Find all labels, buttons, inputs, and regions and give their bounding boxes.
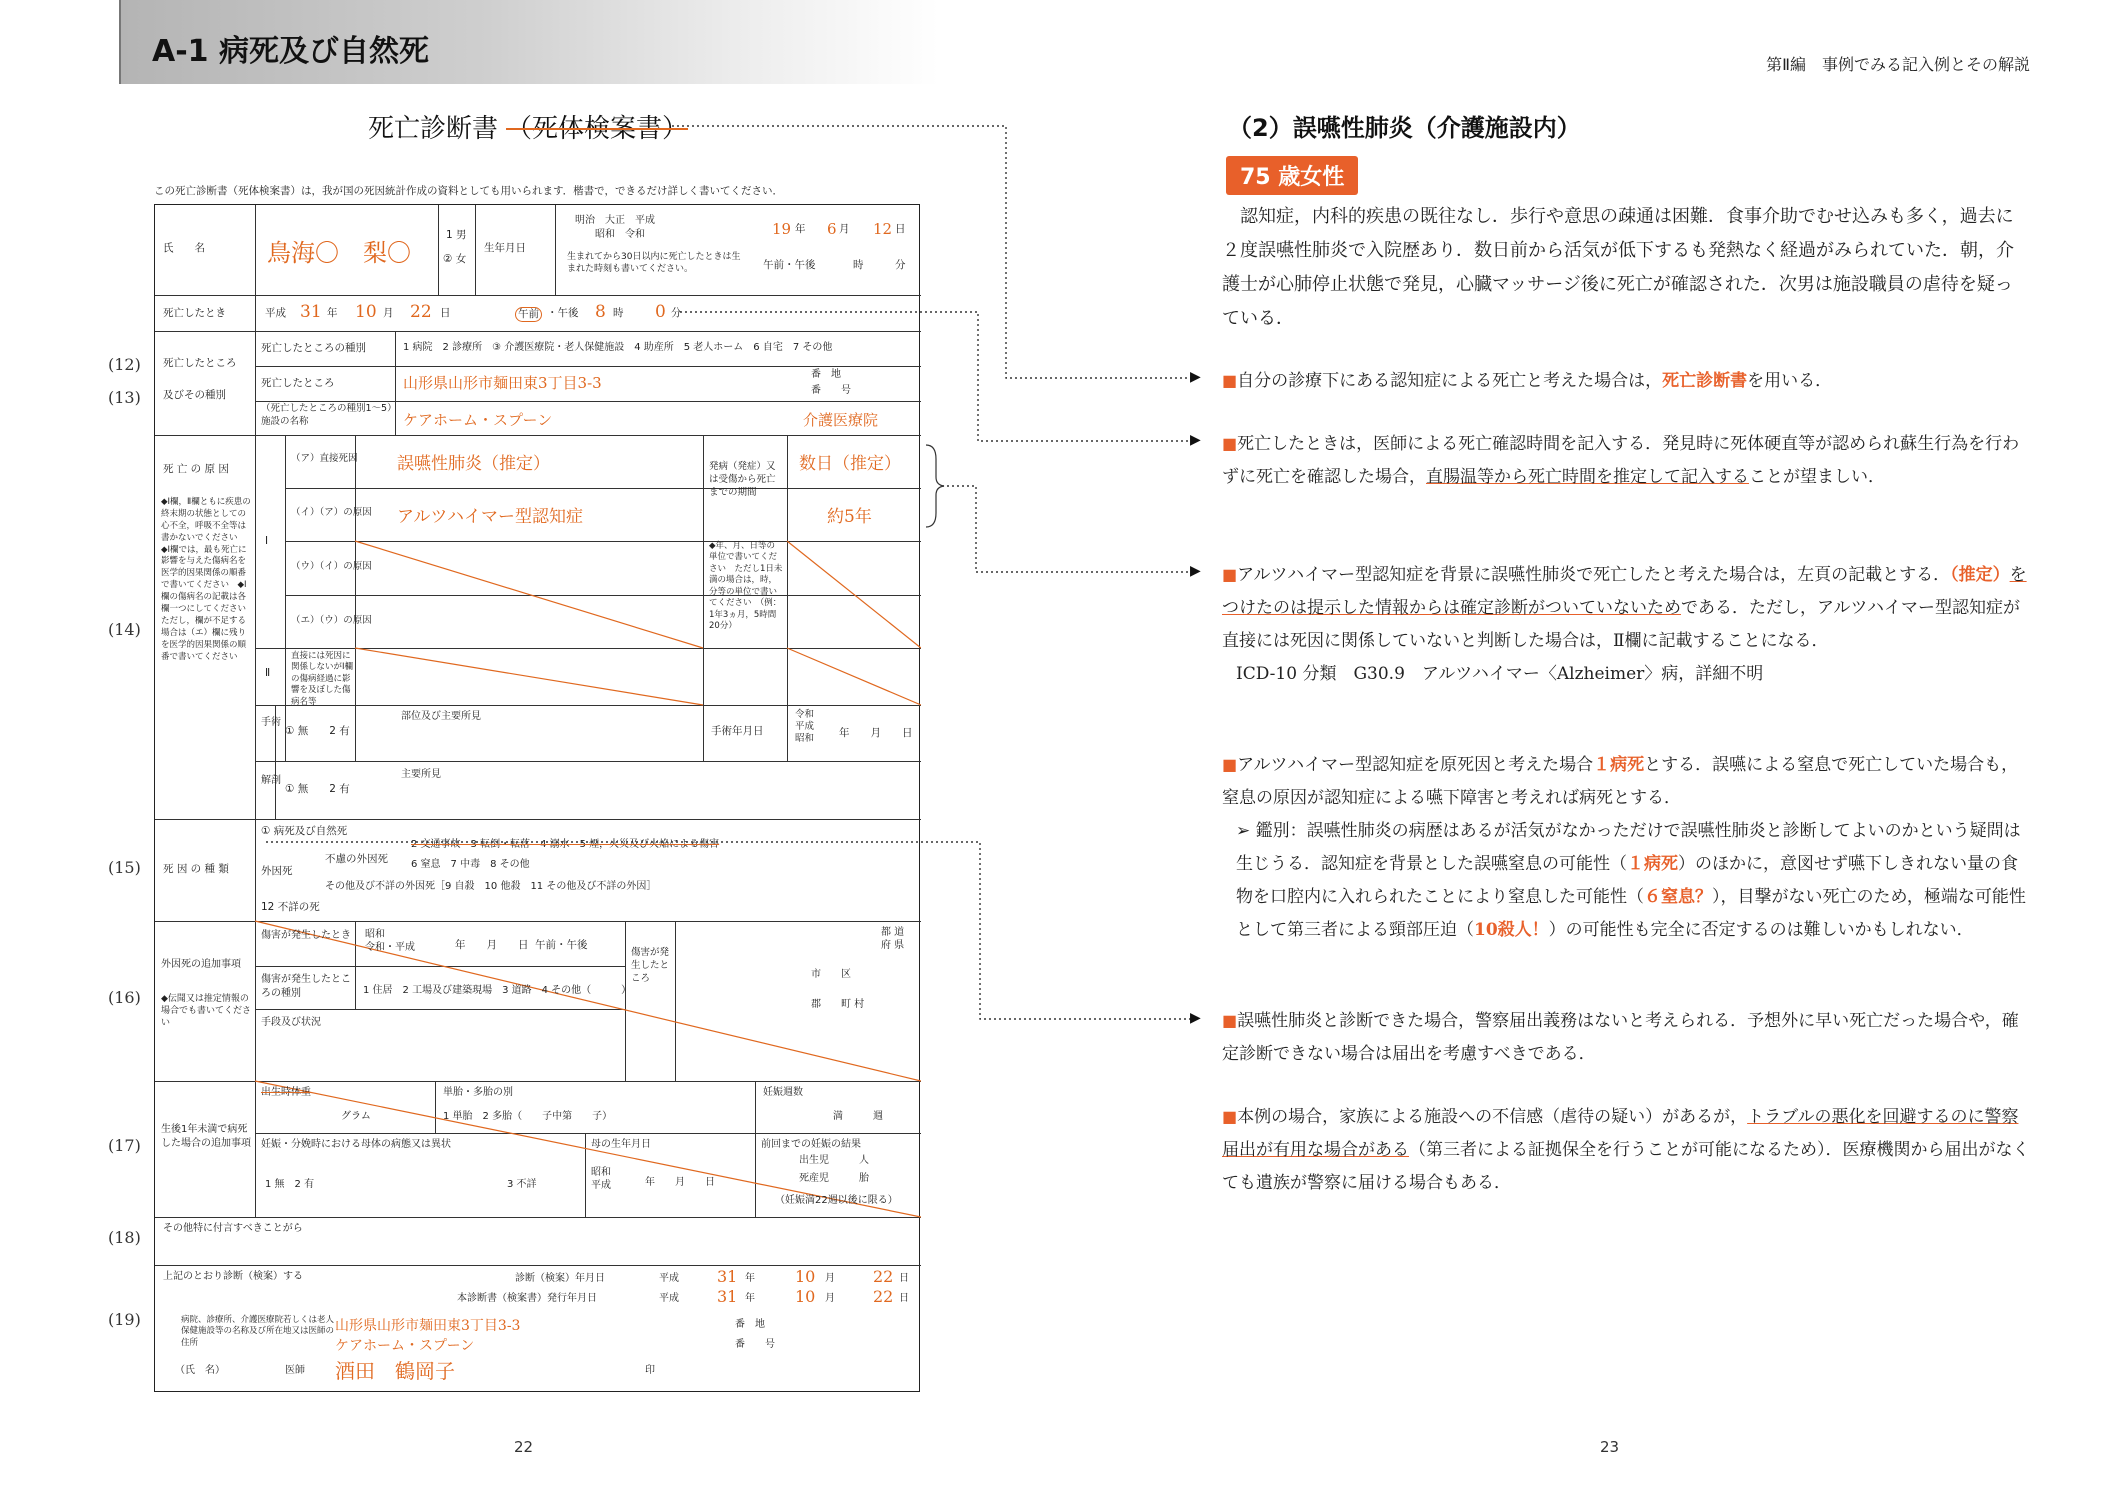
autopsy-findings: 主要所見 (401, 769, 441, 780)
facility-name: ケアホーム・スプーン (403, 411, 553, 429)
pm-label: ・午後 (547, 307, 579, 319)
death-year: 31 (300, 302, 322, 322)
gestation-label: 妊娠週数 (763, 1087, 803, 1098)
institution-address: 山形県山形市麺田東3丁目3-3 (335, 1318, 521, 1334)
running-head: 第Ⅱ編 事例でみる記入例とその解説 (1766, 55, 2030, 74)
roman-1: Ⅰ (265, 535, 269, 547)
square-bullet-icon: ■ (1222, 1011, 1238, 1030)
arrow-icon: ▶ (1190, 563, 1201, 579)
row-number: (12) (108, 355, 141, 374)
onset-notes: ◆年、月、日等の単位で書いてください ただし1日未満の場合は，時，分等の単位で書いてください （例：1年3ヵ月，5時間20分） (709, 541, 783, 632)
bango-label: 番 号 (735, 1339, 775, 1350)
issue-day: 22 (873, 1287, 894, 1306)
page-number-right: 23 (1600, 1438, 1620, 1456)
bango-label: 番 号 (811, 385, 851, 396)
mother-era: 昭和 平成 (591, 1167, 611, 1191)
cert-label: 上記のとおり診断（検案）する (163, 1271, 303, 1282)
death-month: 10 (355, 302, 377, 322)
minute-label: 分 (895, 259, 906, 271)
square-bullet-icon: ■ (1222, 371, 1238, 390)
onset-a: 数日（推定） (799, 454, 901, 474)
diag-day: 22 (873, 1267, 894, 1286)
birth-month: 6 (827, 220, 837, 238)
ampm-label: 午前・午後 (535, 939, 588, 951)
death-day: 22 (410, 302, 432, 322)
infant-label: 生後1年未満で病死した場合の追加事項 (161, 1124, 251, 1149)
prev-pregnancy-label: 前回までの妊娠の結果 (761, 1139, 861, 1150)
month-label: 月 (839, 223, 850, 235)
seal-label: 印 (645, 1365, 655, 1376)
ext-label: 外因死の追加事項 (161, 959, 241, 970)
doctor-label: 医師 (285, 1365, 305, 1376)
institution-label: 病院、診療所、介護医療院若しくは老人保健施設等の名称及び所在地又は医師の住所 (181, 1315, 335, 1348)
multi-label: 単胎・多胎の別 (443, 1087, 513, 1098)
case-description: 認知症，内科的疾患の既往なし．歩行や意思の疎通は困難．食事介助でむせ込みも多く，過去に２度誤嚥性肺炎で入院歴あり．数日前から活気が低下するも発熱なく経過がみられていた．朝，介護士が心肺停止状態で発見，心臓マッサージ後に死亡が確認された．次男は施設職員の虐待を疑っている． (1222, 206, 2014, 329)
minute-label: 分 (671, 307, 682, 319)
square-bullet-icon: ■ (1222, 434, 1238, 453)
signature-name-label: （氏 名） (175, 1365, 225, 1376)
issue-month: 10 (795, 1287, 816, 1306)
doctor-name: 酒田 鶴岡子 (335, 1359, 455, 1383)
year-label: 年 (745, 1273, 755, 1284)
ymd-label: 年 月 日 (839, 727, 913, 739)
birth-note: 生まれてから30日以内に死亡したときは生まれた時刻も書いてください。 (567, 252, 741, 275)
gestation-unit: 満 週 (833, 1111, 883, 1122)
kind-label: 死 因 の 種 類 (163, 863, 229, 875)
autopsy-label: 解剖 (261, 775, 281, 786)
ampm-label: 午前・午後 (763, 259, 816, 271)
row-number: (14) (108, 620, 141, 639)
birth-weight-label: 出生時体重 (261, 1087, 311, 1098)
city-label: 市 区 (811, 969, 851, 980)
issue-era: 平成 (659, 1293, 679, 1304)
note-this-case: ■本例の場合，家族による施設への不信感（虐待の疑い）があるが，トラブルの悪化を回避するのに警察届出が有用な場合がある（第三者による証拠保全を行うことが可能になるため）．医療機関から届出がなくても遺族が警察に届ける場合もある． (1222, 1107, 2030, 1193)
note-cause-of-death: ■アルツハイマー型認知症を背景に誤嚥性肺炎で死亡したと考えた場合は，左頁の記載とする．（推定）をつけたのは提示した情報からは確定診断がついていないためである．ただし，アルツハイマー型認知症が直接には死因に関係していないと判断した場合は，Ⅱ欄に記載することになる． ICD-10 分類 G30.9 アルツハイマー〈Alzheimer〉病，詳細不明 (1222, 558, 2032, 691)
note-police-report: ■誤嚥性肺炎と診断できた場合，警察届出義務はないと考えられる．予想外に早い死亡だった場合や，確定診断できない場合は届出を考慮すべきである． (1222, 1011, 2019, 1064)
mother-birth-label: 母の生年月日 (591, 1139, 651, 1150)
section-title: A-1 病死及び自然死 (152, 34, 429, 69)
still-birth: 死産児 胎 (799, 1173, 869, 1184)
hour-label: 時 (853, 259, 864, 271)
month-label: 月 (383, 307, 394, 319)
sex-female: ② 女 (443, 253, 467, 265)
row-number: (13) (108, 388, 141, 407)
row-e-label: （エ）（ウ）の原因 (291, 615, 372, 626)
place-label: 死亡したところ (163, 357, 237, 369)
note-time-of-death: ■死亡したときは，医師による死亡確認時間を記入する．発見時に死体硬直等が認められ蘇生行為を行わずに死亡を確認した場合，直腸温等から死亡時間を推定して記入することが望ましい． (1222, 434, 2020, 487)
year-label: 年 (745, 1293, 755, 1304)
banchi-label: 番 地 (811, 369, 841, 380)
other-remarks: その他特に付言すべきことがら (163, 1223, 303, 1234)
issue-date-label: 本診断書（検案書）発行年月日 (457, 1293, 597, 1304)
hour-label: 時 (613, 307, 624, 319)
kind-unknown: 12 不詳の死 (261, 901, 320, 913)
place-address: 山形県山形市麺田東3丁目3-3 (403, 374, 602, 392)
death-time-label: 死亡したとき (163, 307, 226, 319)
onset-i: 約5年 (827, 507, 872, 527)
sex-male: 1 男 (446, 229, 467, 241)
row-i-label: （イ）（ア）の原因 (291, 507, 372, 518)
kind-natural: ① 病死及び自然死 (261, 825, 348, 837)
form-intro: この死亡診断書（死体検案書）は，我が国の死因統計作成の資料としても用いられます．楷書で，できるだけ詳しく書いてください． (154, 185, 783, 197)
deceased-name: 鳥海〇 梨〇 (267, 239, 411, 267)
arrow-icon: ▶ (1190, 1010, 1201, 1026)
kind-unnatural: 不慮の外因死 (325, 853, 388, 865)
live-birth: 出生児 人 (799, 1155, 869, 1166)
square-bullet-icon: ■ (1222, 755, 1238, 774)
era-options-2: 昭和 令和 (595, 229, 645, 240)
birth-year: 19 (772, 220, 792, 238)
cause-notes: ◆Ⅰ欄，Ⅱ欄ともに疾患の終末期の状態としての心不全，呼吸不全等は書かないでください ◆Ⅰ欄では，最も死亡に影響を与えた傷病名を医学的因果関係の順番で書いてください ◆Ⅰ欄の傷病名の記載は各欄一つにしてください ただし，欄が不足する場合は（エ）欄に残りを医学的因果関係の順番で書いてください (161, 497, 255, 662)
cause-i: アルツハイマー型認知症 (397, 507, 583, 527)
era-options: 明治 大正 平成 (575, 215, 655, 226)
ext-notes: ◆伝聞又は推定情報の場合でも書いてください (161, 994, 252, 1029)
row-u-label: （ウ）（イ）の原因 (291, 561, 372, 572)
birth-day: 12 (873, 220, 893, 238)
institution-name: ケアホーム・スプーン (335, 1338, 475, 1354)
name-label: 氏 名 (163, 242, 205, 254)
month-label: 月 (825, 1293, 835, 1304)
method-label: 手段及び状況 (261, 1017, 321, 1028)
row-number: (19) (108, 1310, 141, 1329)
diag-year: 31 (717, 1267, 738, 1286)
page-number-left: 22 (514, 1438, 534, 1456)
square-bullet-icon: ■ (1222, 1107, 1238, 1126)
surgery-label: 手術 (261, 717, 281, 728)
injury-place-type-label: 傷害が発生したところの種別 (261, 974, 351, 999)
day-label: 日 (895, 223, 906, 235)
kind-other: その他及び不詳の外因死［9 自殺 10 他殺 11 その他及び不詳の外因］ (325, 881, 657, 892)
era-stack: 令和 平成 昭和 (795, 709, 815, 744)
row-ii-label: 直接には死因に関係しないがⅠ欄の傷病経過に影響を及ぼした傷病名等 (291, 651, 354, 707)
differential-note: ➢ 鑑別：誤嚥性肺炎の病歴はあるが活気がなかっただけで誤嚥性肺炎と診断してよいのかという疑問は生じうる．認知症を背景とした誤嚥窒息の可能性（１病死）のほかに，意図せず嚥下しきれない量の食物を口腔内に入れられたことにより窒息した可能性（６窒息？），目撃がない死亡のため，極端な可能性として第三者による頸部圧迫（10殺人！）の可能性も完全に否定するのは難しいかもしれない． (1236, 821, 2026, 940)
ymd-label: 年 月 日 (455, 939, 529, 951)
day-label: 日 (899, 1273, 909, 1284)
kind-list-b: 6 窒息 7 中毒 8 その他 (411, 859, 530, 870)
gestation-22-note: （妊娠満22週以後に限る） (775, 1195, 898, 1206)
gram-label: グラム (341, 1111, 371, 1122)
cause-a: 誤嚥性肺炎（推定） (397, 454, 550, 474)
row-number: (17) (108, 1136, 141, 1155)
row-number: (15) (108, 858, 141, 877)
place-type-label: 死亡したところの種別 (261, 342, 366, 354)
year-label: 年 (795, 223, 806, 235)
patient-badge: 75 歳女性 (1226, 156, 1358, 195)
injury-era: 昭和 令和・平成 (365, 929, 415, 953)
diag-date-label: 診断（検案）年月日 (515, 1273, 605, 1284)
icd-code: ICD-10 分類 G30.9 アルツハイマー〈Alzheimer〉病，詳細不明 (1236, 664, 1764, 684)
injury-place-options: 1 住居 2 工場及び建築現場 3 道路 4 その他（ ） (363, 985, 632, 996)
unknown-option: 3 不詳 (507, 1179, 537, 1190)
surgery-date-label: 手術年月日 (711, 725, 764, 737)
mother-options: 1 無 2 有 (265, 1179, 315, 1190)
square-bullet-icon: ■ (1222, 565, 1238, 584)
autopsy-options: ① 無 2 有 (285, 783, 350, 795)
kind-list-a: 2 交通事故 3 転倒・転落 4 溺水 5 煙，火災及び火焔による傷害 (411, 839, 720, 850)
am-circled: 午前 (515, 307, 542, 322)
birth-label: 生年月日 (484, 242, 526, 254)
ymd-label: 年 月 日 (645, 1177, 715, 1188)
row-a-label: （ア）直接死因 (291, 453, 358, 464)
case-title: （2）誤嚥性肺炎（介護施設内） (1228, 114, 1581, 142)
year-label: 年 (327, 307, 338, 319)
onset-label: 発病（発症）又は受傷から死亡までの期間 (709, 461, 776, 498)
month-label: 月 (825, 1273, 835, 1284)
prefecture-label: 都 道 府 県 (881, 927, 905, 951)
row-number: (18) (108, 1228, 141, 1247)
place-label-2: 及びその種別 (163, 389, 226, 401)
day-label: 日 (899, 1293, 909, 1304)
diag-month: 10 (795, 1267, 816, 1286)
cert-era: 平成 (659, 1273, 679, 1284)
injury-place-label: 傷害が発生したところ (631, 947, 670, 984)
roman-2: Ⅱ (265, 667, 271, 679)
note-kind-of-death: ■アルツハイマー型認知症を原死因と考えた場合１病死とする．誤嚥による窒息で死亡していた場合も，窒息の原因が認知症による嚥下障害と考えれば病死とする． ➢ 鑑別：誤嚥性肺炎の病歴はあるが活気がなかっただけで誤嚥性肺炎と診断してよいのかという疑問は生じうる．認知症を背景とした誤嚥窒息の可能性（１病死）のほかに，意図せず嚥下しきれない量の食物を口腔内に入れられたことにより窒息した可能性（６窒息？），目撃がない死亡のため，極端な可能性として第三者による頸部圧迫（10殺人！）の可能性も完全に否定するのは難しいかもしれない． (1222, 748, 2032, 947)
banchi-label: 番 地 (735, 1319, 765, 1330)
multi-options: 1 単胎 2 多胎（ 子中第 子） (443, 1111, 613, 1122)
arrow-icon: ▶ (1190, 369, 1201, 385)
place-type-options: 1 病院 2 診療所 ③ 介護医療院・老人保健施設 4 助産所 5 老人ホーム 6 自宅 7 その他 (403, 342, 833, 353)
facility-type: 介護医療院 (803, 411, 879, 429)
facility-label: （死亡したところの種別1～5）施設の名称 (261, 403, 392, 427)
place-sub-label: 死亡したところ (261, 377, 335, 389)
death-hour: 8 (595, 302, 606, 322)
row-number: (16) (108, 988, 141, 1007)
note-certificate-type: ■自分の診療下にある認知症による死亡と考えた場合は，死亡診断書を用いる． (1222, 371, 1833, 391)
cause-label: 死 亡 の 原 因 (163, 463, 229, 475)
surgery-options: ① 無 2 有 (285, 725, 350, 737)
injury-time-label: 傷害が発生したとき (261, 930, 351, 941)
death-minute: 0 (655, 302, 666, 322)
mother-state-label: 妊娠・分娩時における母体の病態又は異状 (261, 1139, 451, 1150)
death-era: 平成 (265, 307, 286, 319)
arrow-icon: ▶ (1190, 432, 1201, 448)
town-label: 郡 町 村 (811, 999, 865, 1010)
form-title: 死亡診断書 （死体検案書） (368, 114, 689, 144)
surgery-findings: 部位及び主要所見 (401, 711, 481, 722)
kind-external: 外因死 (261, 865, 293, 877)
issue-year: 31 (717, 1287, 738, 1306)
day-label: 日 (440, 307, 451, 319)
